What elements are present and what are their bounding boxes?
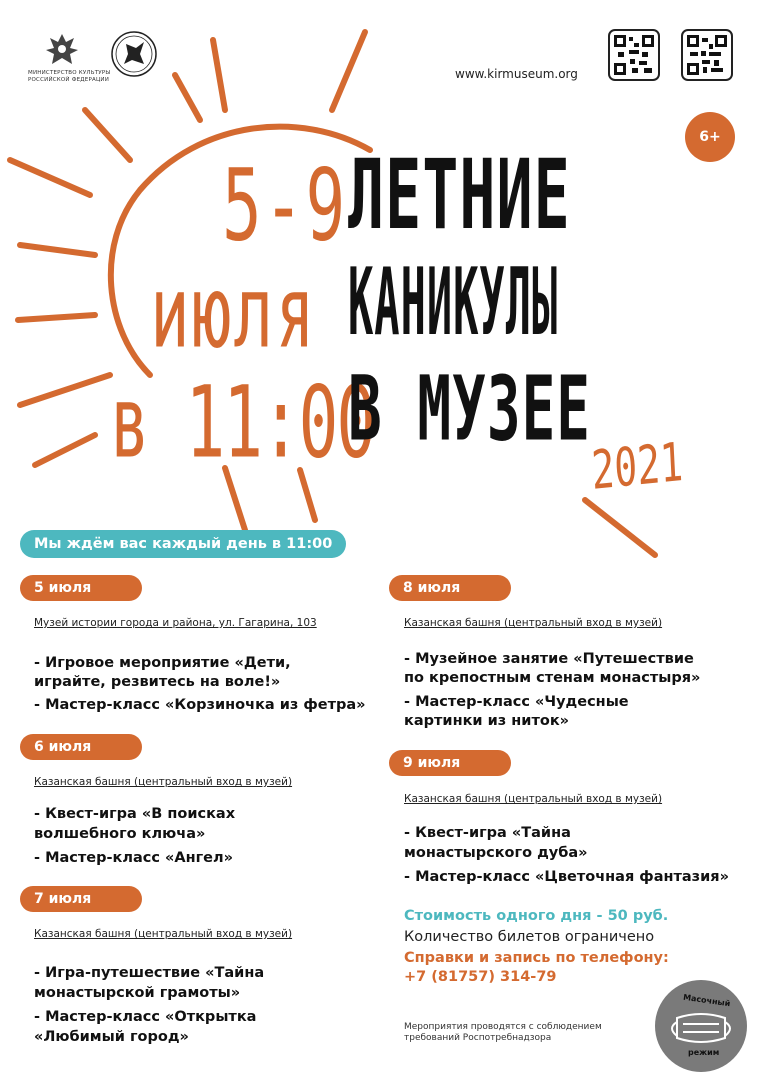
event-line: «Любимый город» bbox=[34, 1029, 189, 1045]
date-pill-9-july: 9 июля bbox=[389, 750, 511, 776]
age-rating-badge: 6+ bbox=[685, 112, 735, 162]
mask-icon bbox=[655, 980, 747, 1072]
mask-mode-badge bbox=[655, 980, 747, 1072]
venue-9-july: Казанская башня (центральный вход в музей) bbox=[404, 793, 663, 805]
contact-label: Справки и запись по телефону: bbox=[404, 950, 669, 966]
event-line: по крепостным стенам монастыря» bbox=[404, 670, 701, 686]
event-line: - Квест-игра «Тайна bbox=[404, 825, 571, 841]
event-line: - Мастер-класс «Корзиночка из фетра» bbox=[34, 697, 366, 713]
venue-6-july: Казанская башня (центральный вход в музей) bbox=[34, 776, 293, 788]
title-dates: 5-9 bbox=[222, 148, 348, 264]
event-line: - Мастер-класс «Ангел» bbox=[34, 850, 233, 866]
ticket-limit-text: Количество билетов ограничено bbox=[404, 929, 655, 945]
date-pill-6-july: 6 июля bbox=[20, 734, 142, 760]
museum-logo-icon bbox=[110, 30, 158, 78]
eagle-emblem-icon bbox=[40, 28, 84, 72]
event-line: - Игра-путешествие «Тайна bbox=[34, 965, 265, 981]
event-line: - Мастер-класс «Цветочная фантазия» bbox=[404, 869, 729, 885]
date-pill-7-july: 7 июля bbox=[20, 886, 142, 912]
qr-code-icon[interactable] bbox=[681, 29, 733, 81]
event-line: - Мастер-класс «Чудесные bbox=[404, 694, 629, 710]
qr-code-icon[interactable] bbox=[608, 29, 660, 81]
event-line: играйте, резвитесь на воле!» bbox=[34, 674, 281, 690]
event-line: - Мастер-класс «Открытка bbox=[34, 1009, 257, 1025]
mask-label-top: Масочный bbox=[682, 992, 731, 1009]
ministry-line-1: МИНИСТЕРСТВО КУЛЬТУРЫ bbox=[28, 70, 111, 76]
schedule-banner: Мы ждём вас каждый день в 11:00 bbox=[20, 530, 346, 558]
note-line-1: Мероприятия проводятся с соблюдением bbox=[404, 1022, 602, 1032]
event-line: монастырской грамоты» bbox=[34, 985, 241, 1001]
ministry-text bbox=[28, 70, 110, 84]
date-pill-5-july: 5 июля bbox=[20, 575, 142, 601]
date-pill-8-july: 8 июля bbox=[389, 575, 511, 601]
event-line: волшебного ключа» bbox=[34, 826, 206, 842]
venue-5-july: Музей истории города и района, ул. Гагарина, 103 bbox=[34, 617, 317, 629]
venue-8-july: Казанская башня (центральный вход в музей) bbox=[404, 617, 663, 629]
title-line-1: ЛЕТНИЕ bbox=[348, 140, 571, 252]
event-line: монастырского дуба» bbox=[404, 845, 588, 861]
title-line-2: КАНИКУЛЫ bbox=[348, 248, 559, 356]
title-month: июля bbox=[150, 255, 317, 371]
regulation-note bbox=[404, 1022, 602, 1044]
event-line: - Музейное занятие «Путешествие bbox=[404, 651, 694, 667]
event-line: - Квест-игра «В поисках bbox=[34, 806, 236, 822]
event-line: - Игровое мероприятие «Дети, bbox=[34, 655, 291, 671]
website-link[interactable]: www.kirmuseum.org bbox=[455, 67, 578, 81]
venue-7-july: Казанская башня (центральный вход в музей) bbox=[34, 928, 293, 940]
ministry-line-2: РОССИЙСКОЙ ФЕДЕРАЦИИ bbox=[28, 77, 110, 83]
phone-number[interactable]: +7 (81757) 314-79 bbox=[404, 969, 557, 985]
mask-label-bottom: режим bbox=[688, 1048, 720, 1057]
price-text: Стоимость одного дня - 50 руб. bbox=[404, 908, 669, 924]
title-year: 2021 bbox=[590, 431, 685, 502]
title-line-3: В МУЗЕЕ bbox=[348, 358, 592, 462]
title-time: в 11:00 bbox=[110, 365, 375, 481]
note-line-2: требований Роспотребнадзора bbox=[404, 1033, 552, 1043]
event-line: картинки из ниток» bbox=[404, 713, 570, 729]
